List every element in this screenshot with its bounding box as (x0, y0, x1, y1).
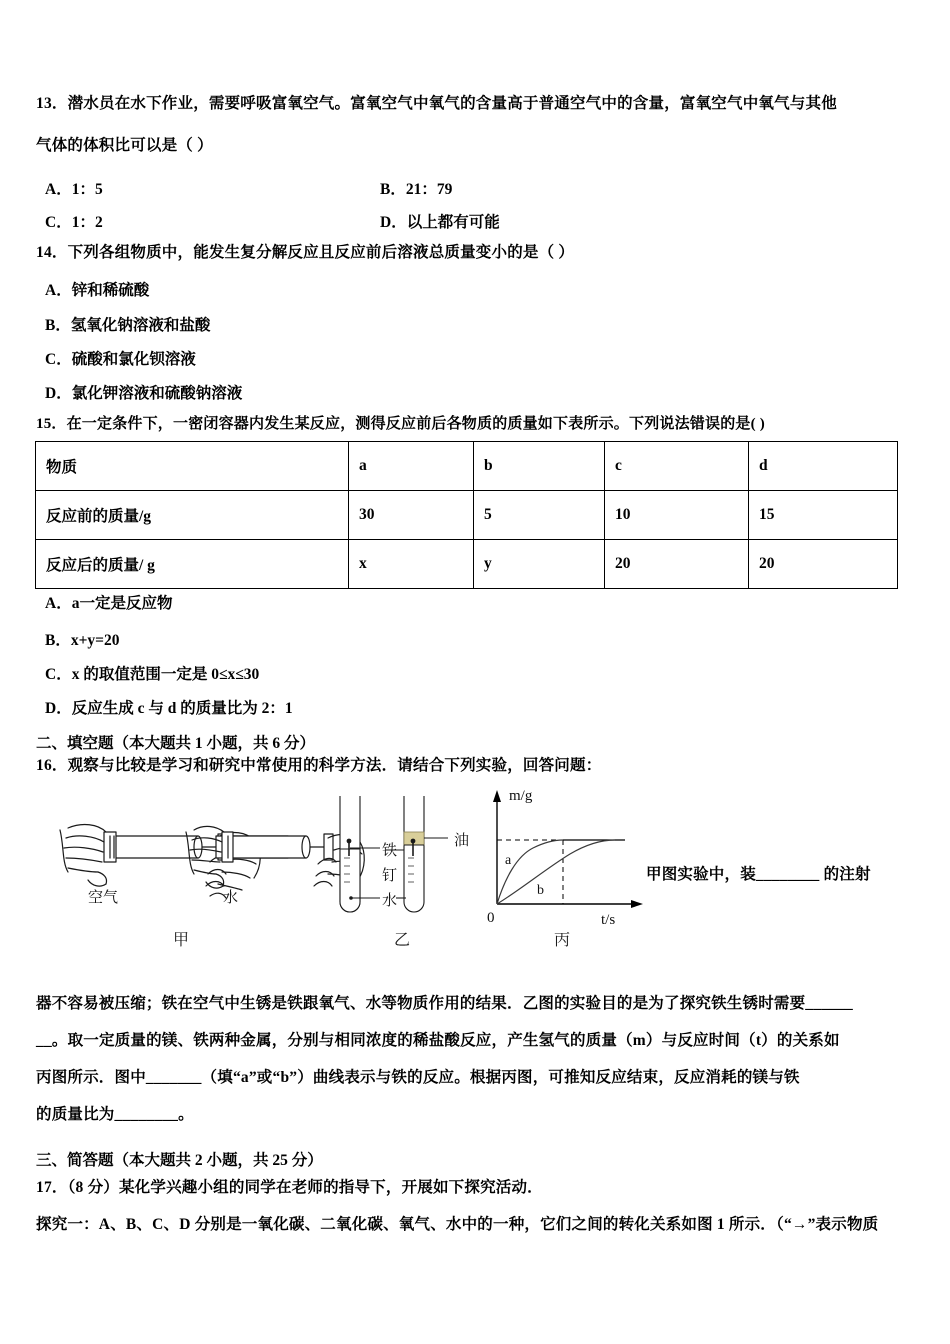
question-16-paragraph-line1: 器不容易被压缩；铁在空气中生锈是铁跟氧气、水等物质作用的结果．乙图的实验目的是为了探究铁生锈时需要______ (36, 995, 854, 1012)
test-tube-label-oil: 油 (454, 832, 470, 849)
question-14-option-a[interactable]: A．锌和稀硫酸 (45, 282, 150, 299)
question-15-option-b[interactable]: B．x+y=20 (45, 632, 120, 649)
table-cell: x (349, 540, 474, 589)
curve-label-a: a (505, 853, 512, 868)
table-cell: 30 (349, 491, 474, 540)
question-13-option-a[interactable]: A．1：5 (45, 181, 103, 198)
table-cell: c (605, 442, 749, 491)
question-14-option-d[interactable]: D．氯化钾溶液和硫酸钠溶液 (45, 385, 243, 402)
question-13-option-d[interactable]: D．以上都有可能 (380, 214, 500, 231)
test-tube-label-iron-nail-2: 钉 (382, 867, 398, 884)
figure-caption-bing: 丙 (554, 932, 571, 949)
question-17-stem: 17．（8 分）某化学兴趣小组的同学在老师的指导下，开展如下探究活动． (36, 1179, 543, 1196)
question-14-option-b[interactable]: B．氢氧化钠溶液和盐酸 (45, 317, 211, 334)
test-tube-label-iron-nail-1: 铁 (382, 842, 398, 859)
reaction-graph-bing (475, 782, 660, 932)
origin-label: 0 (487, 910, 495, 926)
figure-caption-yi: 乙 (394, 932, 411, 949)
experiment-figures (60, 782, 680, 967)
question-16-stem: 16．观察与比较是学习和研究中常使用的科学方法．请结合下列实验，回答问题： (36, 757, 602, 774)
x-axis-label: t/s (601, 912, 616, 928)
question-16-right-text: 甲图实验中，装________ 的注射 (646, 866, 871, 883)
question-16-paragraph-line4: 的质量比为________。 (36, 1106, 194, 1123)
table-row (36, 540, 898, 589)
question-16-paragraph-line2: __。取一定质量的镁、铁两种金属，分别与相同浓度的稀盐酸反应，产生氢气的质量（m）与反应时间（t）的关系如 (36, 1032, 840, 1049)
table-cell: 20 (605, 540, 749, 589)
question-14-stem: 14．下列各组物质中，能发生复分解反应且反应前后溶液总质量变小的是（ ） (36, 244, 575, 261)
table-cell: 5 (474, 491, 605, 540)
question-13-option-b[interactable]: B．21：79 (380, 181, 453, 198)
section-title-short-answer: 三、简答题（本大题共 2 小题，共 25 分） (36, 1152, 323, 1169)
table-cell: 20 (749, 540, 898, 589)
syringe-air-label: 空气 (88, 889, 119, 906)
table-row (36, 491, 898, 540)
question-15-option-d[interactable]: D．反应生成 c 与 d 的质量比为 2：1 (45, 700, 293, 717)
syringe-diagram-jia (60, 792, 360, 952)
table-cell: 10 (605, 491, 749, 540)
table-row-label: 物质 (36, 442, 349, 491)
table-row-label: 反应前的质量/g (36, 491, 349, 540)
table-cell: 15 (749, 491, 898, 540)
question-15-option-c[interactable]: C．x 的取值范围一定是 0≤x≤30 (45, 666, 260, 683)
question-15-stem: 15．在一定条件下，一密闭容器内发生某反应，测得反应前后各物质的质量如下表所示。下列说法错误的是( ) (36, 416, 765, 432)
section-title-fill-in-blank: 二、填空题（本大题共 1 小题，共 6 分） (36, 735, 316, 752)
figure-caption-jia: 甲 (173, 932, 190, 949)
question-13-stem-line2: 气体的体积比可以是（ ） (36, 137, 213, 154)
y-axis-label: m/g (509, 788, 533, 804)
table-cell: b (474, 442, 605, 491)
table-cell: y (474, 540, 605, 589)
curve-label-b: b (537, 883, 544, 898)
question-17-line2: 探究一：A、B、C、D 分别是一氧化碳、二氧化碳、氧气、水中的一种，它们之间的转化关系如图 1 所示．（“→”表示物质 (36, 1216, 879, 1233)
test-tube-label-water: 水 (382, 892, 398, 909)
syringe-water-label: 水 (223, 889, 239, 906)
mass-table (35, 441, 898, 589)
table-row (36, 442, 898, 491)
question-16-paragraph-line3: 丙图所示．图中_______（填“a”或“b”）曲线表示与铁的反应。根据丙图，可推知反应结束，反应消耗的镁与铁 (36, 1069, 800, 1086)
question-13-stem-line1: 13．潜水员在水下作业，需要呼吸富氧空气。富氧空气中氧气的含量高于普通空气中的含量，富氧空气中氧气与其他 (36, 95, 837, 112)
question-13-option-c[interactable]: C．1：2 (45, 214, 103, 231)
table-cell: a (349, 442, 474, 491)
table-cell: d (749, 442, 898, 491)
table-row-label: 反应后的质量/ g (36, 540, 349, 589)
question-15-option-a[interactable]: A．a一定是反应物 (45, 595, 173, 612)
question-14-option-c[interactable]: C．硫酸和氯化钡溶液 (45, 351, 196, 368)
